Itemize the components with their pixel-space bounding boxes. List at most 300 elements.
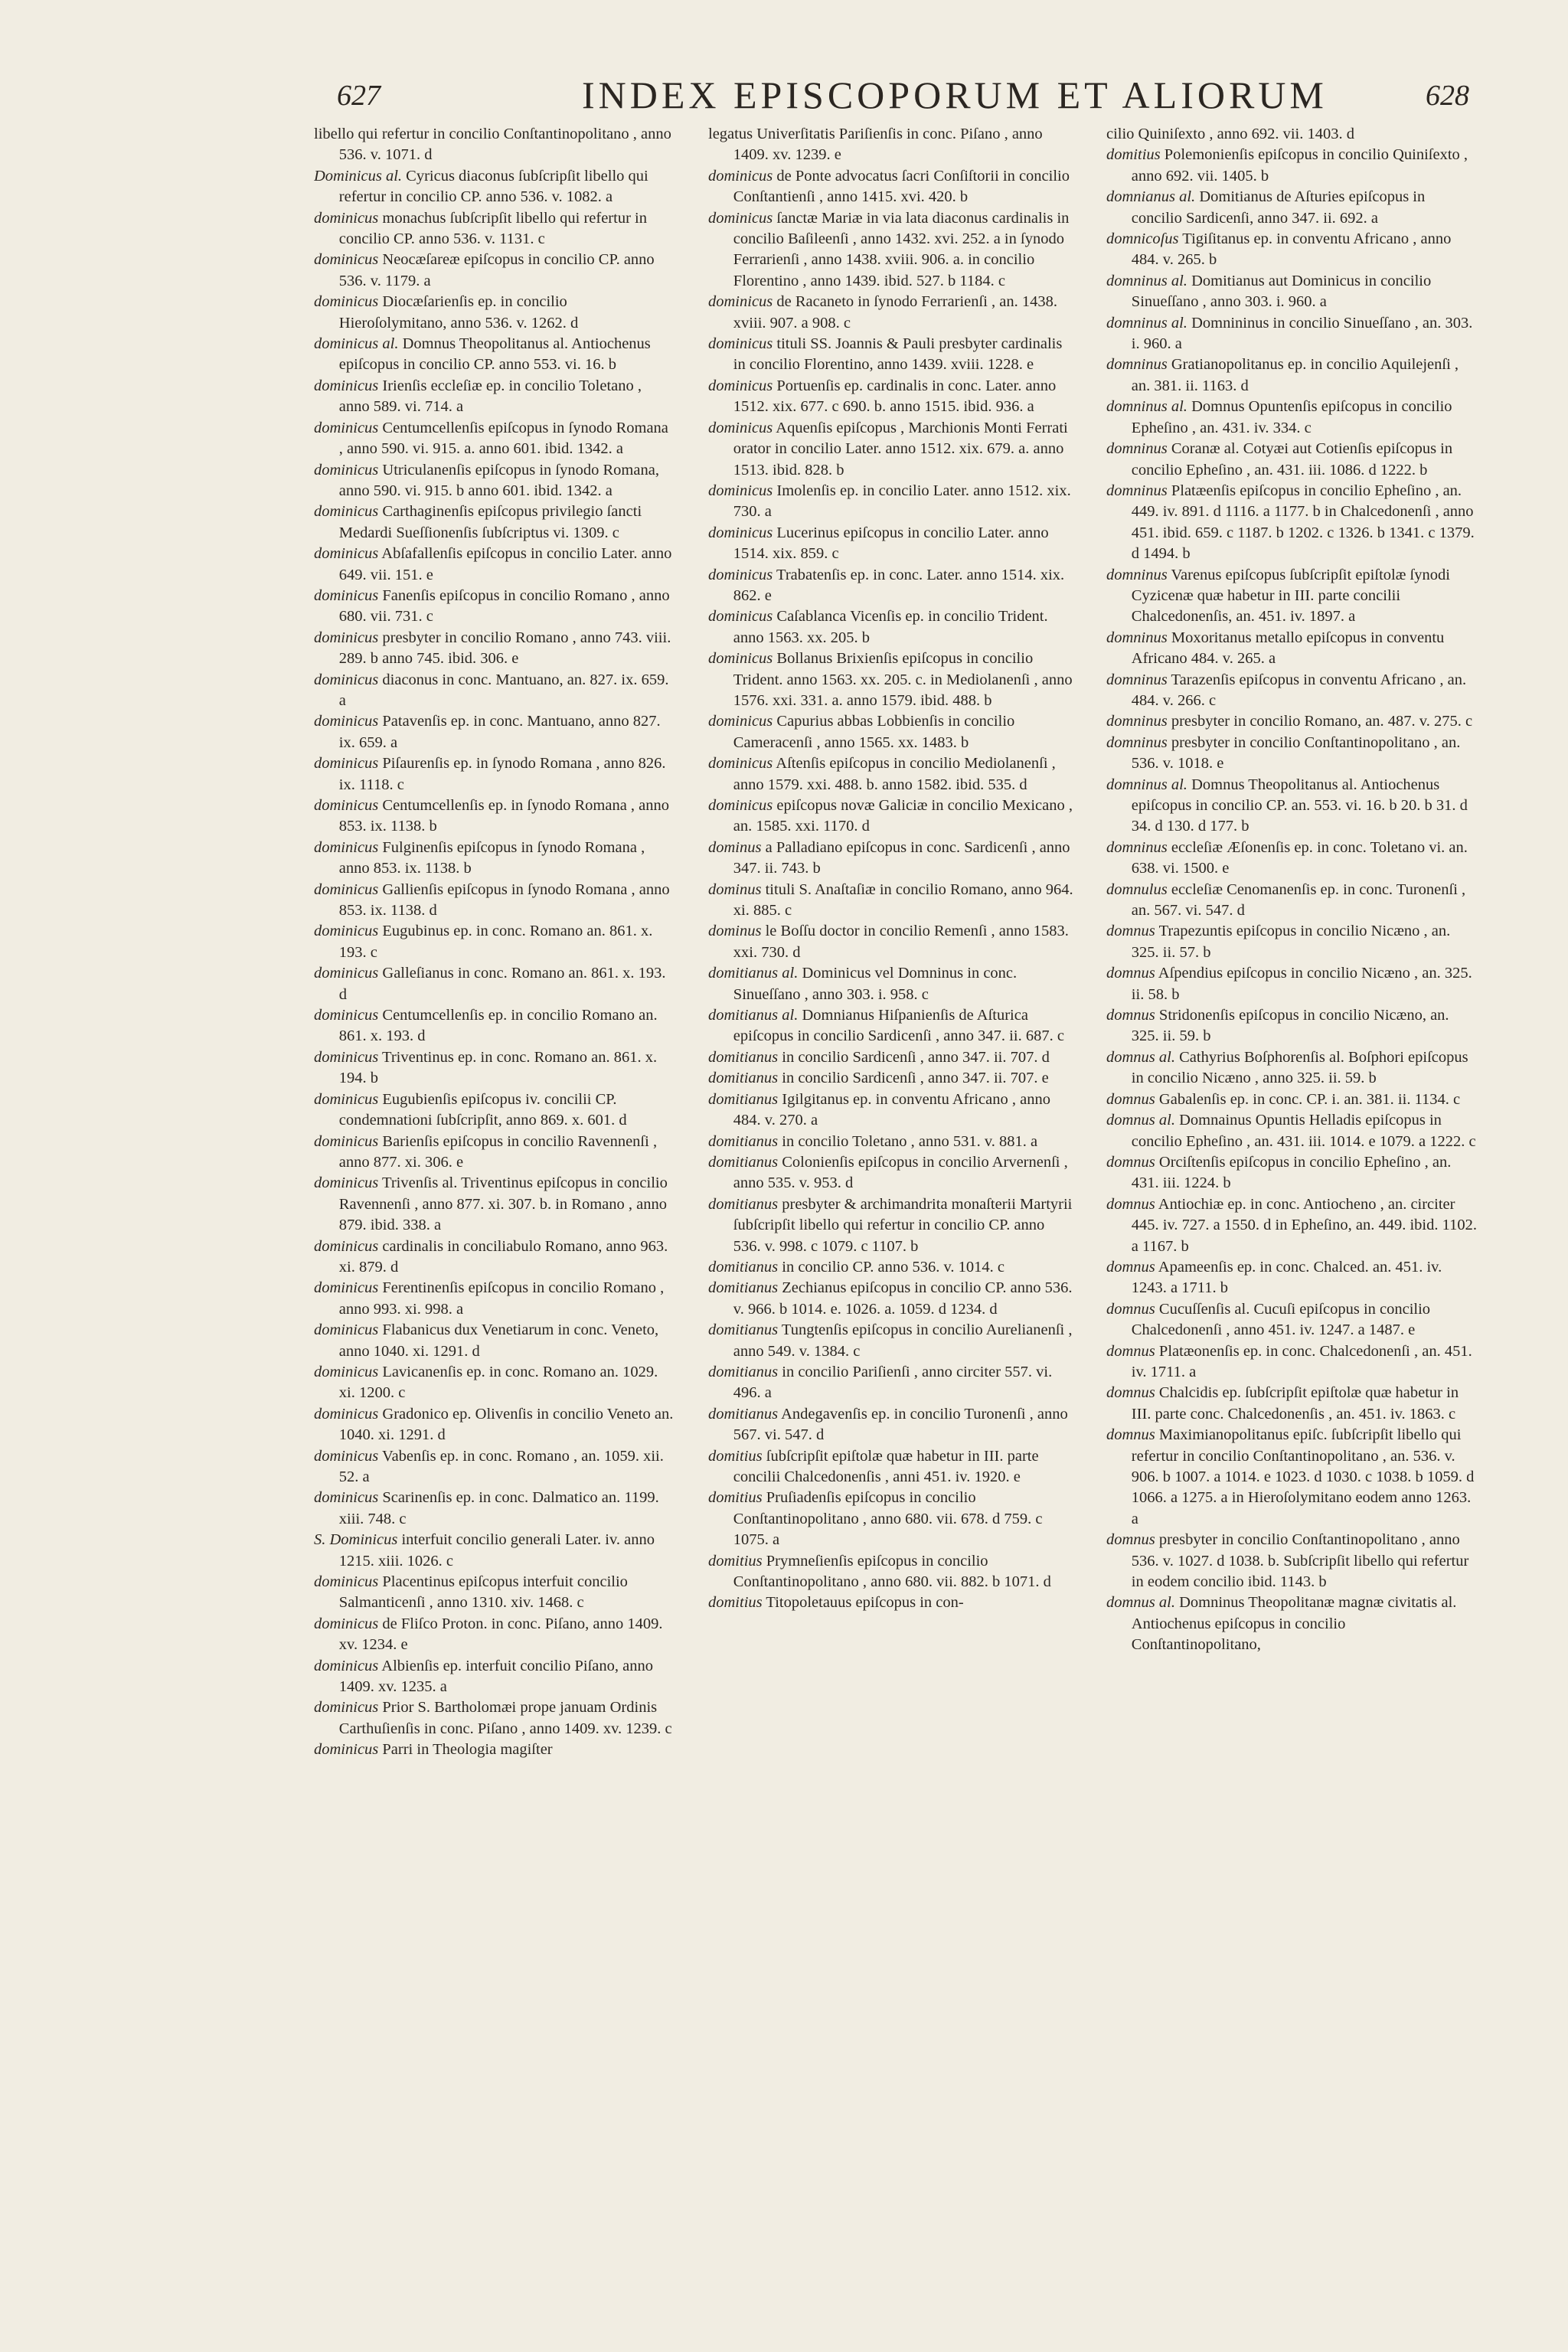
- entry-text: Tarazenſis epiſcopus in conventu Africano , an. 484. v. 266. c: [1131, 671, 1467, 709]
- index-entry: [708, 1152, 1076, 1194]
- index-entry: [1106, 1383, 1478, 1425]
- entry-text: Aſtenſis epiſcopus in concilio Mediolanenſi , anno 1579. xxi. 488. b. anno 1582. ibid. 535. d: [733, 755, 1056, 793]
- index-entry: [314, 1132, 674, 1174]
- index-entry: [1106, 1047, 1478, 1089]
- index-entry: [314, 250, 674, 292]
- entry-text: Albienſis ep. interfuit concilio Piſano, anno 1409. xv. 1235. a: [338, 1657, 653, 1696]
- entry-headword: dominicus: [314, 1447, 379, 1465]
- index-entry: [314, 1614, 674, 1656]
- entry-text: Bollanus Brixienſis epiſcopus in concilio Trident. anno 1563. xx. 205. c. in Mediolanenſi , anno 1576. xxi. 331. a. anno 1579. ibid. 488. b: [733, 650, 1073, 709]
- index-entry: [314, 795, 674, 838]
- entry-text: Cathyrius Boſphorenſis al. Boſphori epiſcopus in concilio Nicæno , anno 325. ii. 59. b: [1131, 1048, 1468, 1087]
- index-entry: [708, 1047, 1076, 1068]
- entry-text: tituli S. Anaſtaſiæ in concilio Romano, anno 964. xi. 885. c: [733, 880, 1073, 920]
- index-entry: [1106, 229, 1478, 271]
- index-entry: [708, 1592, 1076, 1613]
- index-entry: [1106, 1110, 1478, 1152]
- entry-headword: dominicus: [708, 209, 773, 227]
- entry-headword: dominicus: [314, 503, 379, 521]
- entry-text: monachus ſubſcripſit libello qui refertur in concilio CP. anno 536. v. 1131. c: [338, 209, 647, 248]
- index-entry: [1106, 1152, 1478, 1194]
- entry-headword: dominicus: [708, 167, 773, 185]
- entry-text: Dominicus vel Domninus in conc. Sinueſſano , anno 303. i. 958. c: [733, 965, 1018, 1003]
- entry-headword: S. Dominicus: [314, 1531, 398, 1549]
- entry-text: Gabalenſis ep. in conc. CP. i. an. 381. ii. 1134. c: [1158, 1090, 1461, 1108]
- entry-text: Moxoritanus metallo epiſcopus in conventu Africano 484. v. 265. a: [1131, 629, 1445, 668]
- entry-headword: domnus al.: [1106, 1112, 1175, 1129]
- index-column-2: [708, 124, 1076, 1614]
- entry-headword: domitianus: [708, 1090, 779, 1108]
- entry-text: Titopoletauus epiſcopus in con-: [766, 1594, 964, 1612]
- entry-text: Piſaurenſis ep. in ſynodo Romana , anno 826. ix. 1118. c: [338, 755, 666, 793]
- entry-text: Cucuſſenſis al. Cucuſi epiſcopus in concilio Chalcedonenſi , anno 451. iv. 1247. a 1487. e: [1131, 1300, 1431, 1339]
- index-entry: [1106, 1592, 1478, 1655]
- index-entry: [708, 1257, 1076, 1278]
- entry-text: Domnianus Hiſpanienſis de Aſturica epiſcopus in concilio Sardicenſi , anno 347. ii. 687. c: [733, 1007, 1064, 1045]
- entry-text: Pruſiadenſis epiſcopus in concilio Conſtantinopolitano , anno 680. vii. 678. d 759. c 1075. a: [733, 1489, 1043, 1549]
- entry-text: presbyter in concilio Romano , anno 743. viii. 289. b anno 745. ibid. 306. e: [338, 629, 671, 668]
- index-entry: [708, 376, 1076, 418]
- index-entry: [708, 1194, 1076, 1257]
- index-entry: [1106, 775, 1478, 838]
- index-entry: [314, 1446, 674, 1488]
- index-entry: [708, 1068, 1076, 1089]
- entry-text: Parri in Theologia magiſter: [382, 1741, 553, 1759]
- entry-headword: domnus: [1106, 1384, 1155, 1402]
- entry-text: Platæenſis epiſcopus in concilio Epheſino , an. 449. iv. 891. d 1116. a 1177. b in Chalcedonenſi , anno 451. ibid. 659. c 1187. b 1202. c 1326. b 1341. c 1379. d 1494. b: [1131, 482, 1475, 563]
- entry-headword: domitius: [708, 1552, 763, 1570]
- index-entry: [1106, 145, 1478, 187]
- entry-headword: dominicus: [708, 797, 773, 814]
- index-entry: [708, 1089, 1076, 1132]
- entry-text: Centumcellenſis ep. in concilio Romano an. 861. x. 193. d: [338, 1007, 658, 1045]
- entry-text: Aquenſis epiſcopus , Marchionis Monti Ferrati orator in concilio Later. anno 1512. xix. 679. a. anno 1513. ibid. 828. b: [733, 419, 1068, 479]
- entry-headword: domnus: [1106, 1258, 1155, 1276]
- index-entry: [1106, 670, 1478, 712]
- entry-text: Domnininus in concilio Sinueſſano , an. 303. i. 960. a: [1131, 314, 1473, 353]
- entry-text: Igilgitanus ep. in conventu Africano , anno 484. v. 270. a: [733, 1090, 1050, 1129]
- index-entry: [314, 1740, 674, 1760]
- entry-headword: dominicus al.: [314, 335, 399, 353]
- entry-headword: dominicus: [314, 1321, 379, 1339]
- index-entry: [314, 1173, 674, 1236]
- entry-text: Capurius abbas Lobbienſis in concilio Cameracenſi , anno 1565. xx. 1483. b: [733, 713, 1015, 751]
- entry-headword: domnus: [1106, 1153, 1155, 1171]
- entry-text: Zechianus epiſcopus in concilio CP. anno 536. v. 966. b 1014. e. 1026. a. 1059. d 1234. d: [733, 1279, 1073, 1318]
- entry-headword: domninus al.: [1106, 398, 1187, 416]
- entry-headword: domnus: [1106, 1342, 1155, 1360]
- index-entry: [314, 124, 674, 166]
- entry-headword: domnus: [1106, 1195, 1155, 1213]
- index-entry: [1106, 628, 1478, 670]
- index-entry: [708, 1488, 1076, 1550]
- index-entry: [314, 1530, 674, 1572]
- index-entry: [708, 292, 1076, 334]
- entry-text: Lucerinus epiſcopus in concilio Later. anno 1514. xix. 859. c: [733, 524, 1049, 563]
- entry-headword: dominicus: [314, 1405, 379, 1423]
- entry-headword: domitianus al.: [708, 1007, 799, 1024]
- index-entry: [708, 795, 1076, 838]
- index-entry: [708, 606, 1076, 648]
- index-entry: [708, 1005, 1076, 1047]
- index-entry: [1106, 880, 1478, 922]
- entry-headword: dominicus: [708, 335, 773, 353]
- entry-text: de Ponte advocatus ſacri Conſiſtorii in concilio Conſtantienſi , anno 1415. xvi. 420. b: [733, 167, 1070, 206]
- entry-headword: dominicus: [708, 419, 773, 436]
- index-entry: [1106, 439, 1478, 481]
- index-entry: [1106, 963, 1478, 1005]
- entry-text: in concilio Toletano , anno 531. v. 881. a: [782, 1132, 1038, 1150]
- entry-headword: dominicus: [314, 1237, 379, 1255]
- entry-headword: dominicus: [314, 880, 379, 898]
- entry-text: Domnus Opuntenſis epiſcopus in concilio Epheſino , an. 431. iv. 334. c: [1131, 398, 1452, 436]
- entry-text: Maximianopolitanus epiſc. ſubſcripſit libello qui refertur in concilio Conſtantinopolitano , an. 536. v. 906. b 1007. a 1014. e 1023. d 1030. c 1038. b 1059. d 1066. a 1275. a in Hieroſolymitano eodem anno 1263. a: [1131, 1426, 1475, 1527]
- entry-headword: dominicus: [708, 755, 773, 773]
- entry-headword: dominicus: [314, 1174, 379, 1192]
- entry-headword: domninus: [1106, 356, 1168, 374]
- index-entry: [1106, 1425, 1478, 1530]
- entry-headword: dominicus: [314, 671, 379, 688]
- entry-text: Varenus epiſcopus ſubſcripſit epiſtolæ ſynodi Cyzicenæ quæ habetur in III. parte concilii Chalcedonenſis, an. 451. iv. 1897. a: [1131, 566, 1450, 626]
- index-entry: [708, 838, 1076, 880]
- entry-text: Prior S. Bartholomæi prope januam Ordinis Carthuſienſis in conc. Piſano , anno 1409. xv. 1239. c: [338, 1699, 672, 1737]
- entry-headword: domnus: [1106, 1007, 1155, 1024]
- index-entry: [1106, 733, 1478, 775]
- entry-text: Gallienſis epiſcopus in ſynodo Romana , anno 853. ix. 1138. d: [338, 880, 670, 920]
- index-entry: [708, 711, 1076, 753]
- entry-text: Gratianopolitanus ep. in concilio Aquilejenſi , an. 381. ii. 1163. d: [1131, 356, 1459, 394]
- entry-text: Domitianus de Aſturies epiſcopus in concilio Sardicenſi, anno 347. ii. 692. a: [1131, 188, 1426, 227]
- entry-text: in concilio Pariſienſi , anno circiter 557. vi. 496. a: [733, 1363, 1053, 1402]
- index-entry: [314, 1320, 674, 1362]
- entry-headword: domnianus al.: [1106, 188, 1196, 206]
- entry-text: presbyter in concilio Conſtantinopolitano , an. 536. v. 1018. e: [1131, 733, 1461, 773]
- index-entry: [708, 418, 1076, 481]
- index-entry: [1106, 1005, 1478, 1047]
- index-entry: [314, 460, 674, 502]
- index-entry: [314, 544, 674, 586]
- right-page-number: 628: [1426, 80, 1469, 112]
- entry-text: Prymneſienſis epiſcopus in concilio Conſtantinopolitano , anno 680. vii. 882. b 1071. d: [733, 1552, 1051, 1591]
- entry-text: in concilio Sardicenſi , anno 347. ii. 707. d: [782, 1048, 1050, 1066]
- entry-text: cardinalis in conciliabulo Romano, anno 963. xi. 879. d: [338, 1237, 668, 1276]
- entry-headword: dominicus: [314, 377, 379, 394]
- entry-headword: domninus: [1106, 733, 1168, 751]
- entry-headword: domitianus al.: [708, 965, 799, 982]
- entry-text: Abſafallenſis epiſcopus in concilio Later. anno 649. vii. 151. e: [338, 545, 672, 583]
- entry-text: epiſcopus novæ Galiciæ in concilio Mexicano , an. 1585. xxi. 1170. d: [733, 797, 1073, 835]
- entry-headword: domnus: [1106, 1300, 1155, 1318]
- entry-text: Centumcellenſis ep. in ſynodo Romana , anno 853. ix. 1138. b: [338, 797, 670, 835]
- entry-headword: domnus: [1106, 1426, 1155, 1444]
- index-entry: [708, 334, 1076, 376]
- index-entry: [708, 1132, 1076, 1152]
- entry-text: Utriculanenſis epiſcopus in ſynodo Romana, anno 590. vi. 915. b anno 601. ibid. 1342. a: [338, 461, 659, 499]
- index-entry: [314, 1005, 674, 1047]
- entry-headword: domitianus: [708, 1405, 779, 1423]
- entry-headword: dominicus: [708, 293, 773, 311]
- entry-text: Polemonienſis epiſcopus in concilio Quiniſexto , anno 692. vii. 1405. b: [1131, 146, 1468, 185]
- index-entry: [1106, 1194, 1478, 1257]
- entry-headword: dominicus: [314, 293, 379, 311]
- entry-headword: dominicus: [314, 1657, 379, 1674]
- entry-headword: dominicus: [314, 923, 379, 940]
- entry-text: Fulginenſis epiſcopus in ſynodo Romana , anno 853. ix. 1138. b: [338, 838, 645, 877]
- entry-headword: domnus al.: [1106, 1594, 1175, 1612]
- index-entry: [314, 334, 674, 376]
- entry-text: Andegavenſis ep. in concilio Turonenſi , anno 567. vi. 547. d: [733, 1405, 1068, 1444]
- entry-text: eccleſiæ Cenomanenſis ep. in conc. Turonenſi , an. 567. vi. 547. d: [1131, 880, 1466, 920]
- entry-text: Caſablanca Vicenſis ep. in concilio Trident. anno 1563. xx. 205. b: [733, 608, 1048, 646]
- index-entry: [314, 208, 674, 250]
- index-entry: [1106, 711, 1478, 732]
- index-entry: [1106, 1530, 1478, 1592]
- entry-headword: dominus: [708, 923, 762, 940]
- entry-text: Eugubienſis epiſcopus iv. concilii CP. condemnationi ſubſcripſit, anno 869. x. 601. d: [338, 1090, 627, 1129]
- entry-text: Barienſis epiſcopus in concilio Ravennenſi , anno 877. xi. 306. e: [338, 1132, 658, 1171]
- entry-text: Domitianus aut Dominicus in concilio Sinueſſano , anno 303. i. 960. a: [1131, 272, 1432, 311]
- index-entry: [314, 586, 674, 628]
- index-column-3: [1106, 124, 1478, 1656]
- index-entry: [314, 838, 674, 880]
- entry-text: Galleſianus in conc. Romano an. 861. x. 193. d: [338, 965, 666, 1003]
- index-entry: [314, 670, 674, 712]
- entry-headword: domitianus: [708, 1363, 779, 1380]
- entry-text: Gradonico ep. Olivenſis in concilio Veneto an. 1040. xi. 1291. d: [338, 1405, 674, 1444]
- entry-text: Lavicanenſis ep. in conc. Romano an. 1029. xi. 1200. c: [338, 1363, 658, 1402]
- entry-text: in concilio CP. anno 536. v. 1014. c: [782, 1258, 1005, 1276]
- entry-headword: domitianus: [708, 1070, 779, 1087]
- entry-text: Triventinus ep. in conc. Romano an. 861. x. 194. b: [338, 1048, 658, 1087]
- index-entry: [314, 418, 674, 460]
- entry-headword: dominicus: [314, 1699, 379, 1717]
- index-entry: [708, 921, 1076, 963]
- entry-text: de Racaneto in ſynodo Ferrarienſi , an. 1438. xviii. 907. a 908. c: [733, 293, 1058, 332]
- entry-text: Orciſtenſis epiſcopus in concilio Epheſino , an. 431. iii. 1224. b: [1131, 1153, 1452, 1192]
- entry-text: Domninus Theopolitanæ magnæ civitatis al. Antiochenus epiſcopus in concilio Conſtantinopolitano,: [1131, 1594, 1457, 1654]
- index-entry: [708, 565, 1076, 607]
- index-entry: [708, 1362, 1076, 1404]
- index-entry: [708, 523, 1076, 565]
- entry-headword: dominicus: [314, 1048, 379, 1066]
- running-title: INDEX EPISCOPORUM ET ALIORUM: [582, 74, 1328, 116]
- index-entry: [1106, 1341, 1478, 1383]
- entry-text: Domnus Theopolitanus al. Antiochenus epiſcopus in concilio CP. anno 553. vi. 16. b: [338, 335, 651, 374]
- index-entry: [708, 1278, 1076, 1320]
- entry-headword: domninus: [1106, 671, 1168, 688]
- entry-text: Aſpendius epiſcopus in concilio Nicæno , an. 325. ii. 58. b: [1131, 965, 1472, 1003]
- entry-headword: dominicus: [314, 461, 379, 479]
- index-entry: [314, 292, 674, 334]
- entry-headword: dominicus: [708, 566, 773, 583]
- entry-text: in concilio Sardicenſi , anno 347. ii. 707. e: [782, 1070, 1049, 1087]
- entry-text: Vabenſis ep. in conc. Romano , an. 1059. xii. 52. a: [338, 1447, 664, 1485]
- entry-headword: dominicus: [708, 524, 773, 541]
- entry-headword: domnus: [1106, 923, 1155, 940]
- index-entry: [708, 166, 1076, 208]
- index-column-1: [314, 124, 674, 1761]
- entry-headword: domninus: [1106, 482, 1168, 499]
- index-entry: [314, 963, 674, 1005]
- index-entry: [314, 628, 674, 670]
- entry-text: Patavenſis ep. in conc. Mantuano, anno 827. ix. 659. a: [338, 713, 661, 751]
- entry-text: Scarinenſis ep. in conc. Dalmatico an. 1199. xiii. 748. c: [338, 1489, 659, 1527]
- entry-text: Tigiſitanus ep. in conventu Africano , anno 484. v. 265. b: [1131, 230, 1452, 269]
- entry-headword: dominicus: [708, 650, 773, 668]
- index-entry: [1106, 1299, 1478, 1341]
- entry-text: Ferentinenſis epiſcopus in concilio Romano , anno 993. xi. 998. a: [338, 1279, 665, 1318]
- index-entry: [314, 501, 674, 544]
- entry-headword: dominicus: [314, 586, 379, 604]
- entry-text: Platæonenſis ep. in conc. Chalcedonenſi , an. 451. iv. 1711. a: [1131, 1342, 1472, 1380]
- index-entry: [708, 963, 1076, 1005]
- entry-headword: dominicus: [314, 1741, 379, 1759]
- entry-headword: domninus: [1106, 838, 1168, 856]
- entry-text: presbyter & archimandrita monaſterii Martyrii ſubſcripſit libello qui refertur in concilio CP. anno 536. v. 998. c 1079. c 1107. b: [733, 1195, 1073, 1255]
- entry-text: legatus Univerſitatis Pariſienſis in conc. Piſano , anno 1409. xv. 1239. e: [708, 126, 1043, 164]
- entry-headword: dominicus: [314, 713, 379, 730]
- entry-text: Fanenſis epiſcopus in concilio Romano , anno 680. vii. 731. c: [338, 586, 670, 626]
- entry-headword: domnus al.: [1106, 1048, 1175, 1066]
- index-entry: [708, 1404, 1076, 1446]
- entry-text: de Fliſco Proton. in conc. Piſano, anno 1409. xv. 1234. e: [338, 1615, 663, 1654]
- index-entry: [708, 124, 1076, 166]
- entry-text: Neocæſareæ epiſcopus in concilio CP. anno 536. v. 1179. a: [338, 251, 655, 289]
- entry-headword: dominicus: [314, 797, 379, 814]
- entry-text: Imolenſis ep. in concilio Later. anno 1512. xix. 730. a: [733, 482, 1071, 521]
- index-entry: [314, 1572, 674, 1614]
- entry-text: a Palladiano epiſcopus in conc. Sardicenſi , anno 347. ii. 743. b: [733, 838, 1070, 877]
- index-entry: [314, 166, 674, 208]
- entry-text: Trabatenſis ep. in conc. Later. anno 1514. xix. 862. e: [733, 566, 1065, 604]
- index-entry: [1106, 1089, 1478, 1110]
- index-entry: [314, 1047, 674, 1089]
- index-entry: [314, 1362, 674, 1404]
- index-entry: [314, 1089, 674, 1132]
- entry-text: Cyricus diaconus ſubſcripſit libello qui refertur in concilio CP. anno 536. v. 1082. a: [338, 167, 648, 206]
- entry-text: eccleſiæ Æſonenſis ep. in conc. Toletano vi. an. 638. vi. 1500. e: [1131, 838, 1468, 877]
- entry-text: Domnainus Opuntis Helladis epiſcopus in concilio Epheſino , an. 431. iii. 1014. e 1079. a 1222. c: [1131, 1112, 1476, 1150]
- entry-headword: dominicus: [314, 1007, 379, 1024]
- index-entry: [708, 753, 1076, 795]
- entry-text: Flabanicus dux Venetiarum in conc. Veneto, anno 1040. xi. 1291. d: [338, 1321, 659, 1360]
- entry-headword: domninus: [1106, 566, 1168, 583]
- entry-headword: domitius: [708, 1594, 763, 1612]
- entry-text: presbyter in concilio Romano, an. 487. v. 275. c: [1171, 713, 1473, 730]
- index-entry: [314, 376, 674, 418]
- entry-headword: dominicus: [314, 1615, 379, 1632]
- entry-text: Apameenſis ep. in conc. Chalced. an. 451. iv. 1243. a 1711. b: [1131, 1258, 1442, 1297]
- entry-text: Portuenſis ep. cardinalis in conc. Later. anno 1512. xix. 677. c 690. b. anno 1515. ibid. 936. a: [733, 377, 1057, 416]
- index-entry: [708, 880, 1076, 922]
- entry-headword: domninus: [1106, 440, 1168, 458]
- index-entry: [1106, 124, 1478, 145]
- entry-headword: domninus: [1106, 629, 1168, 646]
- index-entry: [1106, 354, 1478, 397]
- entry-text: diaconus in conc. Mantuano, an. 827. ix. 659. a: [338, 671, 669, 709]
- index-entry: [708, 1320, 1076, 1362]
- entry-headword: Dominicus al.: [314, 167, 403, 185]
- entry-headword: dominicus: [314, 1489, 379, 1507]
- entry-text: Trivenſis al. Triventinus epiſcopus in concilio Ravennenſi , anno 877. xi. 307. b. in Romano , anno 879. ibid. 338. a: [338, 1174, 668, 1234]
- entry-headword: dominicus: [314, 419, 379, 436]
- entry-text: interfuit concilio generali Later. iv. anno 1215. xiii. 1026. c: [338, 1531, 655, 1570]
- entry-headword: dominicus: [314, 1573, 379, 1591]
- entry-headword: domitius: [708, 1489, 763, 1507]
- index-entry: [708, 648, 1076, 711]
- index-entry: [708, 208, 1076, 292]
- entry-text: cilio Quiniſexto , anno 692. vii. 1403. d: [1106, 126, 1354, 142]
- index-entry: [314, 921, 674, 963]
- index-entry: [314, 1488, 674, 1530]
- entry-headword: domnus: [1106, 1090, 1155, 1108]
- entry-text: Tungtenſis epiſcopus in concilio Aurelianenſi , anno 549. v. 1384. c: [733, 1321, 1073, 1360]
- entry-text: Chalcidis ep. ſubſcripſit epiſtolæ quæ habetur in III. parte conc. Chalcedonenſis , an. 451. iv. 1863. c: [1131, 1384, 1459, 1423]
- entry-text: ſanctæ Mariæ in via lata diaconus cardinalis in concilio Baſileenſi , anno 1432. xvi. 252. a in ſynodo Ferrarienſi , anno 1438. xviii. 906. a. in concilio Florentino , anno 1439. ibid. 527. b 1184. c: [733, 209, 1070, 289]
- entry-headword: domninus al.: [1106, 272, 1187, 289]
- entry-headword: dominicus: [708, 608, 773, 626]
- entry-headword: domnus: [1106, 965, 1155, 982]
- index-entry: [1106, 838, 1478, 880]
- entry-headword: domitianus: [708, 1153, 779, 1171]
- index-entry: [314, 1236, 674, 1279]
- entry-headword: domnulus: [1106, 880, 1168, 898]
- entry-headword: dominus: [708, 880, 762, 898]
- entry-headword: dominicus: [708, 482, 773, 499]
- index-entry: [314, 711, 674, 753]
- entry-text: le Boſſu doctor in concilio Remenſi , anno 1583. xxi. 730. d: [733, 923, 1069, 961]
- index-entry: [314, 1404, 674, 1446]
- index-entry: [314, 1697, 674, 1740]
- entry-headword: dominicus: [708, 377, 773, 394]
- entry-headword: domitianus: [708, 1258, 779, 1276]
- entry-text: Placentinus epiſcopus interfuit concilio Salmanticenſi , anno 1310. xiv. 1468. c: [338, 1573, 628, 1612]
- entry-headword: domninus al.: [1106, 776, 1187, 793]
- entry-headword: dominicus: [314, 838, 379, 856]
- entry-text: Colonienſis epiſcopus in concilio Arvernenſi , anno 535. v. 953. d: [733, 1153, 1068, 1192]
- index-entry: [1106, 481, 1478, 565]
- entry-headword: domnus: [1106, 1531, 1155, 1549]
- entry-text: Eugubinus ep. in conc. Romano an. 861. x. 193. c: [338, 923, 653, 961]
- entry-headword: domitius: [708, 1447, 763, 1465]
- entry-headword: dominicus: [314, 755, 379, 773]
- entry-headword: dominicus: [314, 1279, 379, 1297]
- entry-text: Carthaginenſis epiſcopus privilegio ſancti Medardi Sueſſionenſis ſubſcriptus vi. 1309. c: [338, 503, 642, 541]
- entry-text: tituli SS. Joannis & Pauli presbyter cardinalis in concilio Florentino, anno 1439. xviii. 1228. e: [733, 335, 1063, 374]
- entry-headword: dominicus: [314, 545, 379, 563]
- index-entry: [314, 1278, 674, 1320]
- entry-headword: domitianus: [708, 1048, 779, 1066]
- index-entry: [314, 753, 674, 795]
- entry-headword: domninus al.: [1106, 314, 1187, 332]
- index-entry: [314, 1656, 674, 1698]
- index-entry: [708, 1446, 1076, 1488]
- entry-headword: domitianus: [708, 1132, 779, 1150]
- index-entry: [1106, 921, 1478, 963]
- index-entry: [1106, 1257, 1478, 1299]
- entry-headword: dominicus: [314, 965, 379, 982]
- entry-text: Coranæ al. Cotyæi aut Cotienſis epiſcopus in concilio Epheſino , an. 431. iii. 1086. d 1222. b: [1131, 440, 1453, 479]
- entry-headword: domitianus: [708, 1321, 779, 1339]
- entry-headword: domninus: [1106, 713, 1168, 730]
- entry-headword: domitianus: [708, 1195, 779, 1213]
- index-entry: [1106, 271, 1478, 313]
- entry-headword: dominicus: [314, 1090, 379, 1108]
- index-entry: [1106, 313, 1478, 355]
- entry-text: Irienſis eccleſiæ ep. in concilio Toletano , anno 589. vi. 714. a: [338, 377, 642, 416]
- entry-headword: domitius: [1106, 146, 1161, 164]
- index-entry: [314, 880, 674, 922]
